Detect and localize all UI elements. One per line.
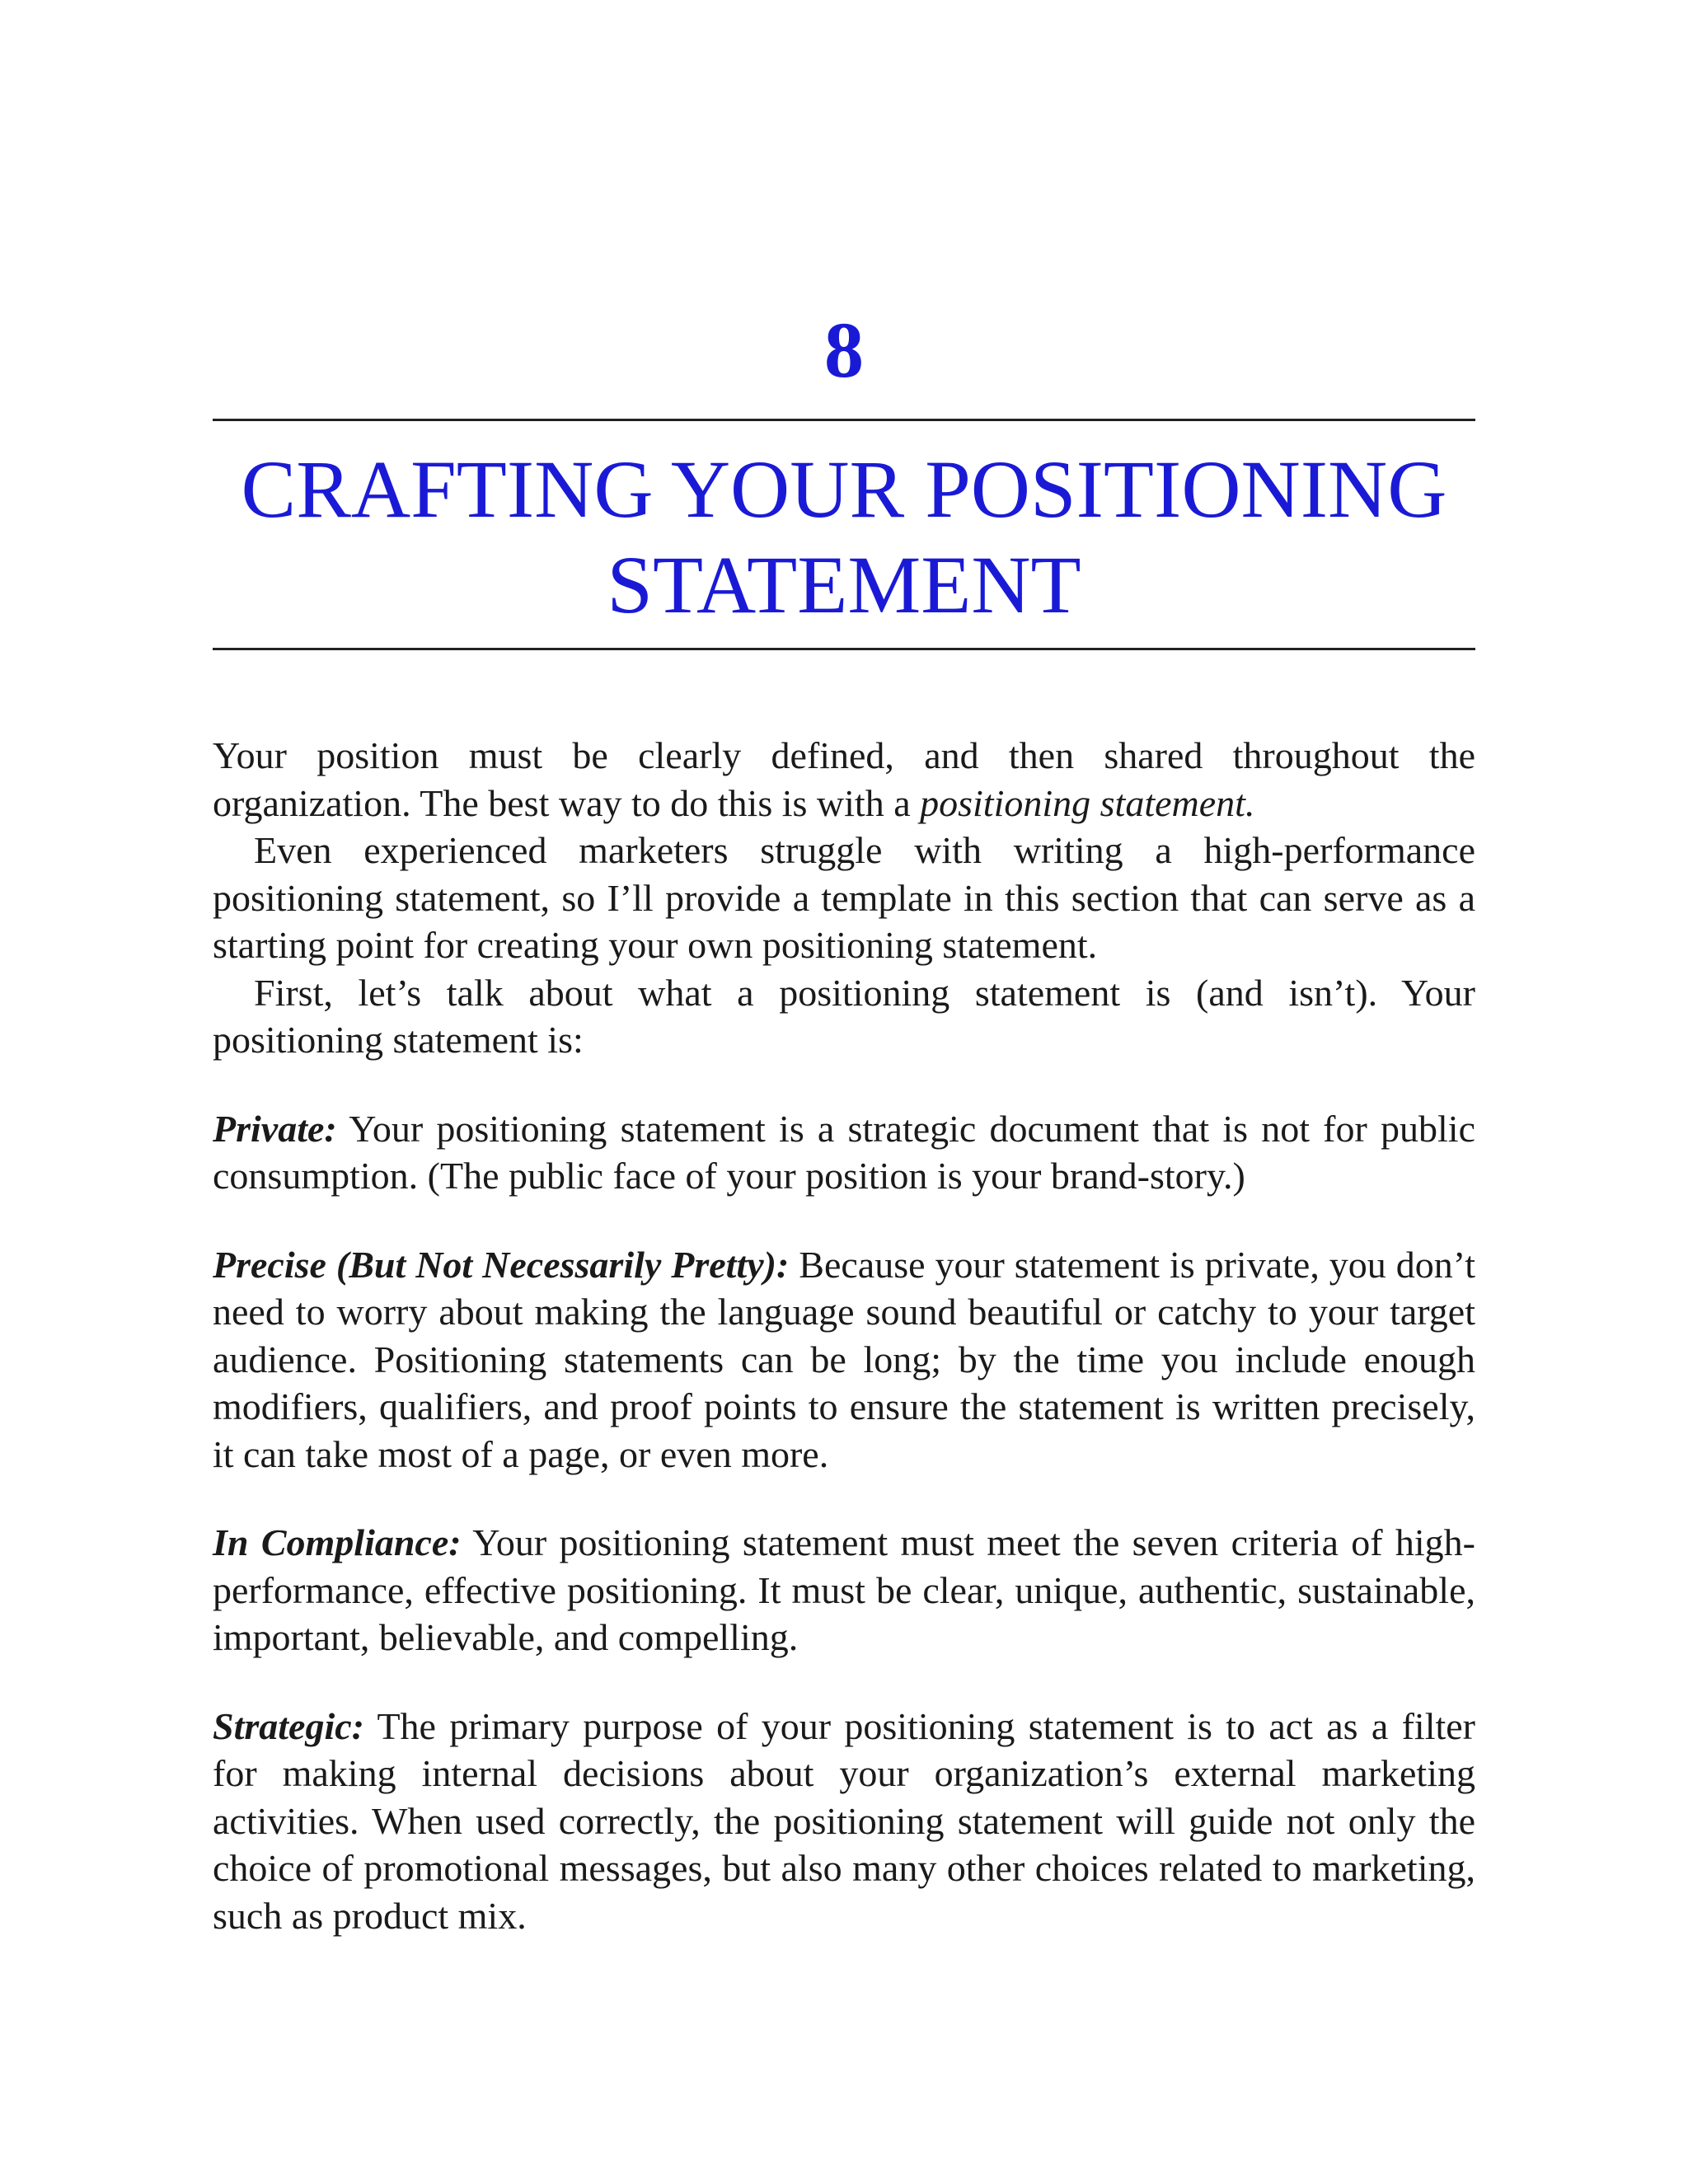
term-in-compliance xyxy=(213,1519,1475,1661)
intro-paragraph-3: First, let’s talk about what a positioning statement is (and isn’t). Your positioning statement is: xyxy=(213,971,1475,1061)
positioning-statement-term: positioning statement. xyxy=(920,781,1255,824)
intro-paragraph-1-text: Your position must be clearly defined, and then shared throughout the organization. The best way to do this is with a xyxy=(213,734,1475,824)
chapter-number: 8 xyxy=(824,306,864,394)
term-label: Private: xyxy=(213,1107,337,1150)
term-text: Because your statement is private, you don’t need to worry about making the language sound beautiful or catchy to your target audience. Positioning statements can be long; by the time you include enough modifiers, qualifiers, and proof points to ensure the statement is written precisely, it can take most of a page, or even more. xyxy=(213,1243,1475,1475)
term-text: Your positioning statement is a strategic document that is not for public consumption. (The public face of your position is your brand-story.) xyxy=(213,1107,1475,1197)
term-private xyxy=(213,1105,1475,1200)
intro-paragraph-1 xyxy=(213,732,1475,827)
chapter-title-line-2: STATEMENT xyxy=(607,539,1081,630)
term-label: Precise (But Not Necessarily Pretty): xyxy=(213,1243,790,1286)
term-strategic xyxy=(213,1703,1475,1940)
title-rule-top xyxy=(213,419,1475,421)
term-text: The primary purpose of your positioning statement is to act as a filter for making internal decisions about your organization’s external marketing activities. When used correctly, the positioning statement will guide not only the choice of promotional messages, but also many other choices related to marketing, such as product mix. xyxy=(213,1704,1475,1937)
term-precise xyxy=(213,1241,1475,1479)
chapter-title-line-1: CRAFTING YOUR POSITIONING xyxy=(241,443,1447,535)
term-text: Your positioning statement must meet the seven criteria of high-performance, effective positioning. It must be clear, unique, authentic, sustainable, important, believable, and compelling. xyxy=(213,1521,1475,1658)
chapter-title xyxy=(213,442,1475,633)
term-label: In Compliance: xyxy=(213,1521,462,1563)
intro-paragraph-2: Even experienced marketers struggle with writing a high-performance positioning statement, so I’ll provide a template in this section that can serve as a starting point for creating your own positioning statement. xyxy=(213,829,1475,966)
chapter-body xyxy=(213,732,1475,1939)
title-rule-bottom xyxy=(213,648,1475,650)
term-label: Strategic: xyxy=(213,1704,364,1747)
